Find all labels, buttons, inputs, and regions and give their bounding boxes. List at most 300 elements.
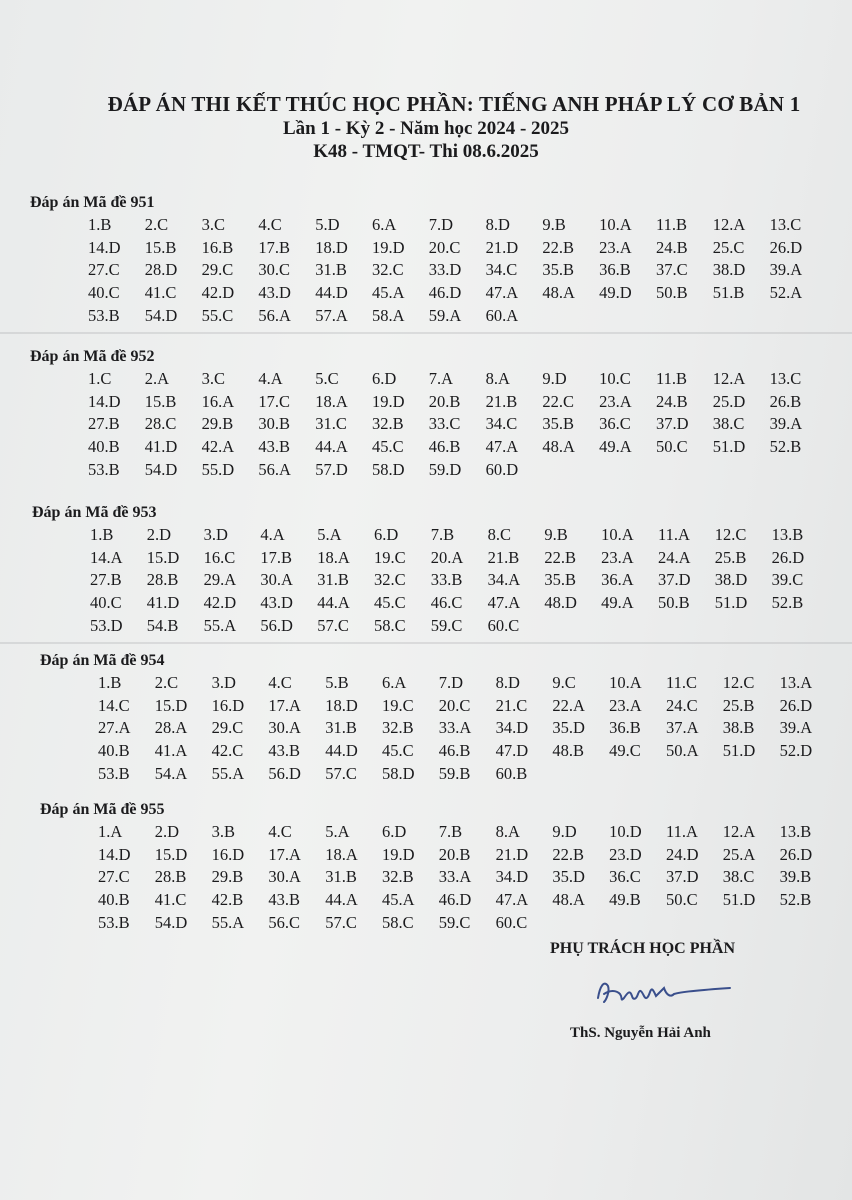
answer-item: 45.A bbox=[381, 890, 415, 910]
answer-item: 54.D bbox=[144, 459, 178, 479]
answer-item: 47.A bbox=[485, 437, 519, 457]
answer-item: 29.C bbox=[201, 260, 234, 280]
answer-item: 19.C bbox=[381, 695, 414, 715]
answer-item: 37.A bbox=[665, 718, 699, 738]
exam-session: Lần 1 - Kỳ 2 - Năm học 2024 - 2025 bbox=[282, 118, 570, 139]
answer-item: 43.B bbox=[268, 741, 301, 761]
answer-item: 33.C bbox=[428, 414, 461, 434]
answer-item: 12.A bbox=[712, 215, 746, 234]
answer-item: 4.C bbox=[258, 215, 282, 234]
answer-item: 20.C bbox=[428, 237, 461, 257]
answer-item: 52.B bbox=[779, 890, 812, 910]
answer-item: 56.A bbox=[258, 305, 291, 325]
answer-item: 43.D bbox=[260, 593, 293, 613]
answer-item: 7.D bbox=[428, 215, 454, 234]
answer-item: 41.C bbox=[154, 890, 187, 910]
answer-item: 34.D bbox=[495, 718, 529, 738]
answer-item: 54.A bbox=[154, 763, 188, 783]
section-title: Đáp án Mã đề 952 bbox=[30, 348, 155, 365]
answer-item: 41.D bbox=[146, 593, 180, 613]
answer-item: 27.C bbox=[98, 867, 130, 887]
answer-item: 50.B bbox=[657, 593, 690, 613]
answer-item: 43.B bbox=[258, 437, 291, 457]
answer-item: 18.A bbox=[317, 547, 350, 567]
answer-item: 2.A bbox=[144, 369, 170, 388]
answer-item: 39.A bbox=[779, 718, 813, 738]
answer-item: 31.B bbox=[325, 718, 357, 738]
answer-item: 25.B bbox=[722, 695, 755, 715]
answer-item: 32.B bbox=[381, 718, 414, 738]
answer-item: 52.D bbox=[779, 741, 813, 761]
answer-item: 44.A bbox=[317, 593, 350, 613]
answer-item: 48.A bbox=[542, 283, 575, 303]
answer-item: 16.B bbox=[201, 237, 234, 257]
answer-item: 34.C bbox=[485, 414, 518, 434]
answer-item: 49.C bbox=[609, 741, 641, 761]
answer-item: 59.A bbox=[428, 305, 462, 325]
answer-item: 44.D bbox=[325, 741, 358, 761]
answer-item: 23.A bbox=[609, 695, 642, 715]
answer-item: 10.C bbox=[599, 369, 631, 388]
answer-item: 22.A bbox=[552, 695, 585, 715]
answer-section bbox=[30, 346, 826, 481]
answer-item: 29.C bbox=[211, 718, 244, 738]
answer-item: 31.B bbox=[315, 260, 347, 280]
answer-item: 5.B bbox=[325, 673, 349, 692]
answer-item: 35.D bbox=[552, 718, 585, 738]
answer-item: 35.D bbox=[552, 867, 585, 887]
exam-class-date: K48 - TMQT- Thi 08.6.2025 bbox=[313, 141, 539, 162]
answer-item: 9.D bbox=[542, 369, 567, 388]
answer-item: 18.A bbox=[315, 391, 348, 411]
answer-item: 39.B bbox=[779, 867, 812, 887]
answer-item: 8.C bbox=[487, 525, 511, 544]
answer-item: 5.A bbox=[317, 525, 342, 544]
answer-item: 26.D bbox=[779, 844, 813, 864]
answer-item: 26.D bbox=[769, 237, 803, 257]
answer-item: 47.D bbox=[495, 741, 529, 761]
answer-item: 1.A bbox=[98, 822, 123, 841]
answer-item: 3.D bbox=[203, 525, 228, 544]
answer-item: 37.D bbox=[657, 570, 691, 590]
answer-item: 27.B bbox=[90, 570, 122, 590]
answer-item: 55.A bbox=[203, 615, 237, 635]
answer-item: 57.A bbox=[315, 305, 348, 325]
answer-item: 43.D bbox=[258, 283, 291, 303]
answer-item: 20.A bbox=[430, 547, 464, 567]
answer-item: 24.A bbox=[657, 547, 691, 567]
answer-item: 29.B bbox=[201, 414, 234, 434]
answer-item: 44.D bbox=[315, 283, 348, 303]
section-title: Đáp án Mã đề 953 bbox=[32, 504, 157, 521]
answer-item: 25.B bbox=[714, 547, 747, 567]
answer-item: 21.D bbox=[495, 844, 529, 864]
answer-item: 30.A bbox=[268, 718, 301, 738]
answer-item: 40.C bbox=[90, 593, 122, 613]
answer-item: 59.D bbox=[428, 459, 462, 479]
answer-item: 25.D bbox=[712, 391, 746, 411]
answer-item: 6.D bbox=[381, 822, 407, 841]
answer-item: 43.B bbox=[268, 890, 301, 910]
answer-item: 35.B bbox=[544, 570, 577, 590]
answer-item: 26.D bbox=[779, 695, 813, 715]
answer-item: 1.B bbox=[88, 215, 112, 234]
answer-item: 5.A bbox=[325, 822, 350, 841]
answer-item: 16.C bbox=[203, 547, 236, 567]
answer-item: 49.A bbox=[601, 593, 634, 613]
answer-item: 45.A bbox=[371, 283, 405, 303]
answer-item: 26.D bbox=[771, 547, 805, 567]
answer-item: 36.B bbox=[599, 260, 631, 280]
answer-item: 57.C bbox=[317, 615, 349, 635]
answer-item: 37.C bbox=[655, 260, 688, 280]
answer-section bbox=[40, 799, 836, 934]
answer-item: 27.A bbox=[98, 718, 131, 738]
answer-item: 36.C bbox=[609, 867, 641, 887]
answer-item: 14.C bbox=[98, 695, 130, 715]
answer-item: 22.B bbox=[542, 237, 575, 257]
answer-item: 49.B bbox=[609, 890, 641, 910]
answer-item: 18.A bbox=[325, 844, 358, 864]
signer-name: ThS. Nguyễn Hải Anh bbox=[570, 1025, 711, 1041]
answer-grid bbox=[98, 821, 836, 934]
answer-item: 12.C bbox=[722, 673, 755, 692]
answer-item: 10.A bbox=[599, 215, 632, 234]
answer-item: 26.B bbox=[769, 391, 802, 411]
answer-section bbox=[40, 650, 836, 785]
answer-item: 2.D bbox=[146, 525, 172, 544]
answer-item: 8.A bbox=[495, 822, 520, 841]
answer-item: 28.B bbox=[154, 867, 187, 887]
answer-item: 58.C bbox=[381, 912, 414, 932]
answer-item: 42.B bbox=[211, 890, 244, 910]
answer-item: 11.C bbox=[665, 673, 697, 692]
answer-item: 38.C bbox=[712, 414, 745, 434]
answer-grid bbox=[98, 672, 836, 785]
answer-item: 16.D bbox=[211, 844, 245, 864]
answer-section bbox=[30, 192, 826, 327]
answer-item: 8.A bbox=[485, 369, 510, 388]
answer-item: 30.B bbox=[258, 414, 291, 434]
answer-item: 7.B bbox=[430, 525, 455, 544]
answer-item: 6.A bbox=[381, 673, 407, 692]
answer-item: 60.B bbox=[495, 763, 528, 783]
answer-item: 38.B bbox=[722, 718, 755, 738]
answer-item: 53.B bbox=[98, 912, 130, 932]
answer-item: 44.A bbox=[315, 437, 348, 457]
answer-item: 58.C bbox=[373, 615, 406, 635]
answer-item: 52.B bbox=[769, 437, 802, 457]
answer-item: 30.C bbox=[258, 260, 291, 280]
answer-item: 18.D bbox=[325, 695, 358, 715]
answer-item: 28.B bbox=[146, 570, 179, 590]
answer-item: 14.D bbox=[88, 391, 121, 411]
answer-item: 3.B bbox=[211, 822, 235, 841]
answer-item: 13.B bbox=[771, 525, 804, 544]
answer-item: 54.B bbox=[146, 615, 179, 635]
document-header bbox=[0, 92, 852, 163]
answer-item: 42.D bbox=[203, 593, 237, 613]
answer-item: 9.B bbox=[542, 215, 566, 234]
answer-item: 10.D bbox=[609, 822, 642, 841]
answer-item: 37.D bbox=[665, 867, 699, 887]
answer-item: 40.B bbox=[98, 890, 130, 910]
answer-item: 39.A bbox=[769, 260, 803, 280]
answer-item: 32.B bbox=[371, 414, 404, 434]
answer-item: 13.C bbox=[769, 369, 802, 388]
answer-item: 10.A bbox=[609, 673, 642, 692]
answer-item: 3.C bbox=[201, 369, 225, 388]
answer-item: 2.C bbox=[154, 673, 179, 692]
answer-item: 42.D bbox=[201, 283, 235, 303]
answer-item: 35.B bbox=[542, 414, 575, 434]
answer-item: 20.B bbox=[428, 391, 461, 411]
answer-item: 14.D bbox=[88, 237, 121, 257]
answer-item: 50.A bbox=[665, 741, 699, 761]
answer-item: 38.C bbox=[722, 867, 755, 887]
answer-item: 39.A bbox=[769, 414, 803, 434]
answer-item: 11.B bbox=[655, 215, 687, 234]
answer-item: 40.B bbox=[98, 741, 130, 761]
answer-item: 57.C bbox=[325, 912, 357, 932]
answer-item: 47.A bbox=[485, 283, 519, 303]
answer-item: 59.B bbox=[438, 763, 471, 783]
answer-item: 9.C bbox=[552, 673, 576, 692]
answer-item: 2.D bbox=[154, 822, 180, 841]
answer-item: 60.C bbox=[495, 912, 528, 932]
answer-grid bbox=[88, 214, 826, 327]
section-title: Đáp án Mã đề 954 bbox=[40, 652, 165, 669]
answer-item: 49.D bbox=[599, 283, 632, 303]
answer-item: 46.D bbox=[438, 890, 472, 910]
document-title: ĐÁP ÁN THI KẾT THÚC HỌC PHẦN: TIẾNG ANH PHÁP LÝ CƠ BẢN 1 bbox=[107, 92, 801, 116]
answer-item: 19.C bbox=[373, 547, 406, 567]
answer-item: 6.A bbox=[371, 215, 397, 234]
answer-item: 23.D bbox=[609, 844, 642, 864]
answer-item: 25.A bbox=[722, 844, 756, 864]
answer-item: 24.C bbox=[665, 695, 698, 715]
answer-item: 56.A bbox=[258, 459, 291, 479]
answer-item: 22.C bbox=[542, 391, 575, 411]
answer-item: 7.D bbox=[438, 673, 464, 692]
answer-item: 59.C bbox=[438, 912, 471, 932]
answer-item: 21.B bbox=[487, 547, 520, 567]
answer-item: 33.B bbox=[430, 570, 463, 590]
answer-item: 17.C bbox=[258, 391, 291, 411]
answer-item: 59.C bbox=[430, 615, 463, 635]
answer-item: 55.C bbox=[201, 305, 234, 325]
answer-item: 50.C bbox=[665, 890, 698, 910]
answer-grid bbox=[88, 368, 826, 481]
answer-item: 24.D bbox=[665, 844, 699, 864]
answer-item: 24.B bbox=[655, 391, 688, 411]
answer-item: 4.A bbox=[260, 525, 285, 544]
answer-item: 16.D bbox=[211, 695, 245, 715]
answer-item: 32.C bbox=[373, 570, 406, 590]
answer-item: 12.C bbox=[714, 525, 747, 544]
answer-item: 30.A bbox=[260, 570, 293, 590]
answer-item: 28.D bbox=[144, 260, 178, 280]
answer-item: 23.A bbox=[599, 237, 632, 257]
answer-item: 34.A bbox=[487, 570, 521, 590]
answer-item: 36.C bbox=[599, 414, 631, 434]
answer-item: 57.C bbox=[325, 763, 357, 783]
answer-item: 36.B bbox=[609, 718, 641, 738]
answer-item: 27.C bbox=[88, 260, 120, 280]
answer-item: 46.B bbox=[438, 741, 471, 761]
answer-item: 48.B bbox=[552, 741, 585, 761]
answer-item: 7.B bbox=[438, 822, 463, 841]
answer-item: 51.D bbox=[722, 890, 756, 910]
answer-item: 39.C bbox=[771, 570, 804, 590]
answer-item: 42.C bbox=[211, 741, 244, 761]
answer-item: 14.A bbox=[90, 547, 123, 567]
answer-item: 55.A bbox=[211, 763, 245, 783]
answer-item: 38.D bbox=[712, 260, 746, 280]
answer-item: 33.D bbox=[428, 260, 462, 280]
answer-item: 21.C bbox=[495, 695, 528, 715]
answer-item: 15.D bbox=[154, 844, 188, 864]
answer-item: 44.A bbox=[325, 890, 358, 910]
answer-item: 54.D bbox=[144, 305, 178, 325]
answer-item: 49.A bbox=[599, 437, 632, 457]
answer-item: 6.D bbox=[371, 369, 397, 388]
answer-item: 53.B bbox=[88, 459, 120, 479]
answer-item: 17.A bbox=[268, 844, 301, 864]
answer-item: 10.A bbox=[601, 525, 634, 544]
answer-item: 45.C bbox=[373, 593, 406, 613]
answer-item: 53.B bbox=[88, 305, 120, 325]
answer-item: 41.C bbox=[144, 283, 177, 303]
answer-item: 4.C bbox=[268, 822, 292, 841]
answer-item: 17.A bbox=[268, 695, 301, 715]
answer-item: 55.A bbox=[211, 912, 245, 932]
answer-item: 15.D bbox=[146, 547, 180, 567]
answer-item: 12.A bbox=[712, 369, 746, 388]
answer-item: 45.C bbox=[371, 437, 404, 457]
answer-item: 47.A bbox=[487, 593, 521, 613]
answer-item: 3.C bbox=[201, 215, 225, 234]
answer-item: 34.C bbox=[485, 260, 518, 280]
answer-item: 17.B bbox=[258, 237, 291, 257]
answer-section bbox=[32, 502, 828, 637]
answer-item: 30.A bbox=[268, 867, 301, 887]
answer-item: 47.A bbox=[495, 890, 529, 910]
answer-item: 13.A bbox=[779, 673, 813, 692]
answer-item: 7.A bbox=[428, 369, 454, 388]
answer-item: 3.D bbox=[211, 673, 236, 692]
answer-item: 9.B bbox=[544, 525, 568, 544]
paper-fold-line bbox=[0, 642, 852, 644]
answer-item: 9.D bbox=[552, 822, 577, 841]
answer-item: 25.C bbox=[712, 237, 745, 257]
answer-item: 24.B bbox=[655, 237, 688, 257]
section-title: Đáp án Mã đề 951 bbox=[30, 194, 155, 211]
answer-item: 51.D bbox=[712, 437, 746, 457]
answer-item: 48.A bbox=[552, 890, 585, 910]
signer-role: PHỤ TRÁCH HỌC PHẦN bbox=[550, 940, 736, 957]
answer-item: 2.C bbox=[144, 215, 169, 234]
answer-item: 37.D bbox=[655, 414, 689, 434]
answer-item: 15.B bbox=[144, 237, 177, 257]
answer-item: 40.B bbox=[88, 437, 120, 457]
answer-item: 4.C bbox=[268, 673, 292, 692]
answer-item: 15.D bbox=[154, 695, 188, 715]
answer-item: 58.D bbox=[371, 459, 405, 479]
answer-item: 36.A bbox=[601, 570, 634, 590]
answer-item: 28.A bbox=[154, 718, 188, 738]
answer-item: 53.D bbox=[90, 615, 123, 635]
handwritten-signature bbox=[590, 972, 740, 1017]
answer-item: 28.C bbox=[144, 414, 177, 434]
answer-item: 22.B bbox=[552, 844, 585, 864]
answer-item: 4.A bbox=[258, 369, 283, 388]
answer-item: 56.D bbox=[268, 763, 301, 783]
answer-item: 56.C bbox=[268, 912, 301, 932]
answer-item: 51.D bbox=[714, 593, 748, 613]
section-title: Đáp án Mã đề 955 bbox=[40, 801, 165, 818]
answer-item: 31.C bbox=[315, 414, 347, 434]
answer-item: 33.A bbox=[438, 867, 472, 887]
answer-item: 38.D bbox=[714, 570, 748, 590]
answer-item: 15.B bbox=[144, 391, 177, 411]
answer-item: 46.B bbox=[428, 437, 461, 457]
answer-item: 11.B bbox=[655, 369, 687, 388]
answer-item: 21.B bbox=[485, 391, 518, 411]
answer-item: 14.D bbox=[98, 844, 131, 864]
answer-item: 45.C bbox=[381, 741, 414, 761]
answer-item: 33.A bbox=[438, 718, 472, 738]
answer-item: 22.B bbox=[544, 547, 577, 567]
answer-item: 12.A bbox=[722, 822, 756, 841]
answer-item: 50.C bbox=[655, 437, 688, 457]
answer-item: 13.B bbox=[779, 822, 812, 841]
answer-item: 46.D bbox=[428, 283, 462, 303]
answer-item: 8.D bbox=[485, 215, 510, 234]
answer-item: 51.D bbox=[722, 741, 756, 761]
answer-item: 46.C bbox=[430, 593, 463, 613]
answer-item: 60.C bbox=[487, 615, 520, 635]
answer-item: 17.B bbox=[260, 547, 293, 567]
answer-item: 55.D bbox=[201, 459, 235, 479]
answer-item: 41.A bbox=[154, 741, 188, 761]
answer-item: 20.C bbox=[438, 695, 471, 715]
answer-item: 54.D bbox=[154, 912, 188, 932]
answer-item: 58.A bbox=[371, 305, 405, 325]
answer-item: 32.B bbox=[381, 867, 414, 887]
answer-item: 11.A bbox=[665, 822, 698, 841]
answer-item: 58.D bbox=[381, 763, 415, 783]
answer-item: 31.B bbox=[325, 867, 357, 887]
answer-item: 60.A bbox=[485, 305, 519, 325]
answer-item: 19.D bbox=[381, 844, 415, 864]
answer-item: 6.D bbox=[373, 525, 399, 544]
answer-item: 40.C bbox=[88, 283, 120, 303]
answer-item: 19.D bbox=[371, 237, 405, 257]
answer-item: 5.C bbox=[315, 369, 339, 388]
answer-item: 23.A bbox=[601, 547, 634, 567]
answer-item: 42.A bbox=[201, 437, 235, 457]
answer-item: 52.A bbox=[769, 283, 803, 303]
answer-item: 53.B bbox=[98, 763, 130, 783]
answer-item: 48.A bbox=[542, 437, 575, 457]
answer-item: 57.D bbox=[315, 459, 348, 479]
answer-item: 13.C bbox=[769, 215, 802, 234]
answer-item: 52.B bbox=[771, 593, 804, 613]
answer-item: 1.B bbox=[98, 673, 122, 692]
answer-item: 29.B bbox=[211, 867, 244, 887]
answer-item: 23.A bbox=[599, 391, 632, 411]
